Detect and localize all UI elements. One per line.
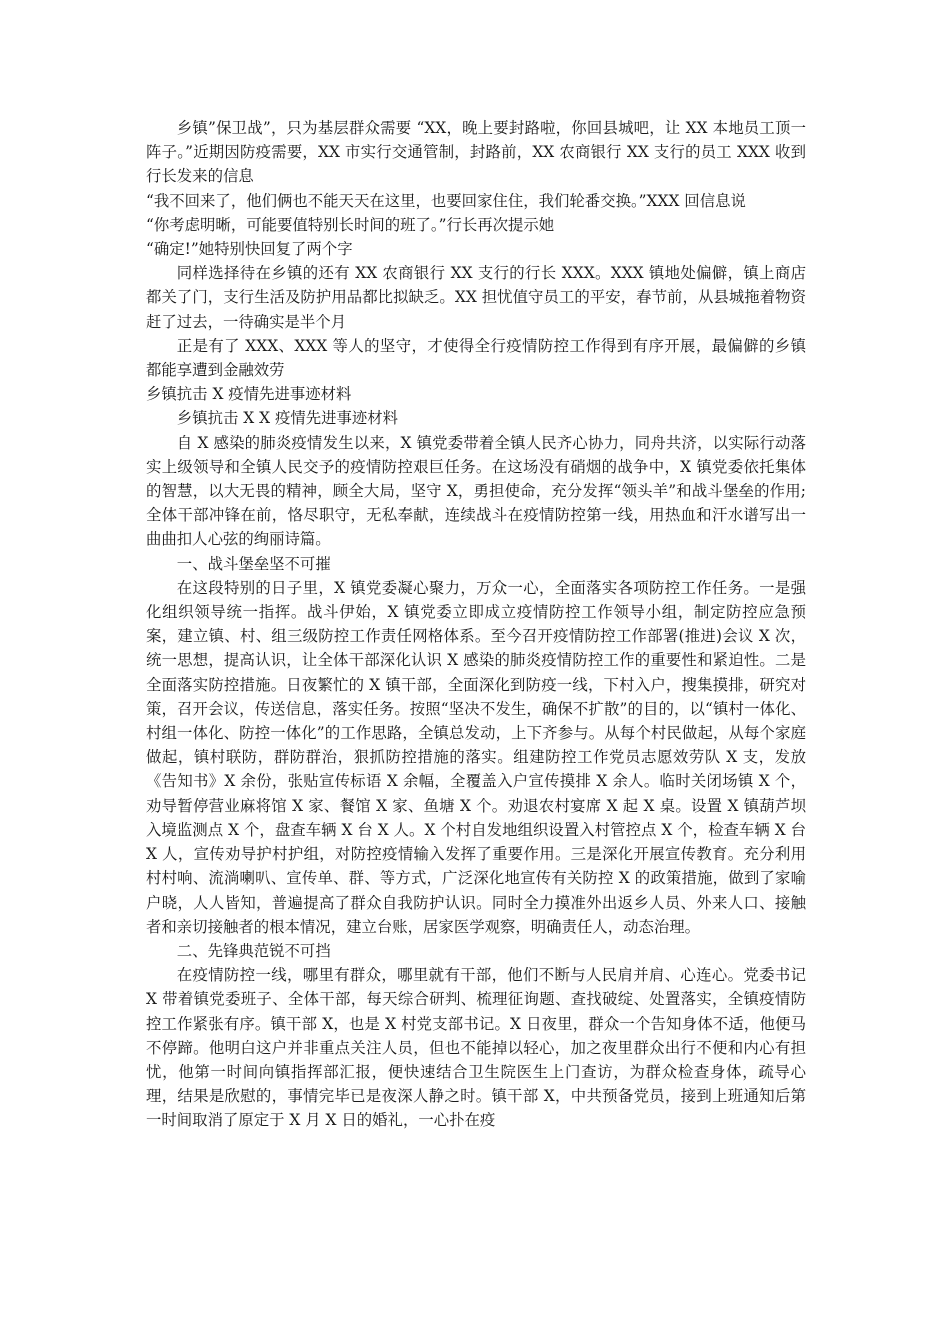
paragraph-intro: 自 X 感染的肺炎疫情发生以来，X 镇党委带着全镇人民齐心协力，同舟共济，以实际行动落实上级领导和全镇人民交予的疫情防控艰巨任务。在这场没有硝烟的战争中，X 镇党委依托集体的智慧，以大无畏的精神，顾全大局，坚守 X，勇担使命，充分发挥“领头羊”和战斗堡垒的作用;全体干部冲锋在前，恪尽职守，无私奉献，连续战斗在疫情防控第一线，用热血和汗水谱写出一曲曲扣人心弦的绚丽诗篇。	[146, 433, 806, 549]
paragraph-section-1: 在这段特别的日子里，X 镇党委凝心聚力，万众一心，全面落实各项防控工作任务。一是强化组织领导统一指挥。战斗伊始，X 镇党委立即成立疫情防控工作领导小组，制定防控应急预案，建立镇、村、组三级防控工作责任网格体系。至今召开疫情防控工作部署(推进)会议 X 次，统一思想，提高认识，让全体干部深化认识 X 感染的肺炎疫情防控工作的重要性和紧迫性。二是全面落实防控措施。日夜繁忙的 X 镇干部，全面深化到防疫一线，下村入户，搜集摸排，研究对策，召开会议，传送信息，落实任务。按照“坚决不发生，确保不扩散”的目的，以“镇村一体化、村组一体化、防控一体化”的工作思路，全镇总发动，上下齐参与。从每个村民做起，从每个家庭做起，镇村联防，群防群治，狠抓防控措施的落实。组建防控工作党员志愿效劳队 X 支，发放《告知书》X 余份，张贴宣传标语 X 余幅，全覆盖入户宣传摸排 X 余人。临时关闭场镇 X 个，劝导暂停营业麻将馆 X 家、餐馆 X 家、鱼塘 X 个。劝退农村宴席 X 起 X 桌。设置 X 镇葫芦坝入境监测点 X 个，盘查车辆 X 台 X 人。X 个村自发地组织设置入村管控点 X 个，检查车辆 X 台 X 人，宣传劝导护村护组，对防控疫情输入发挥了重要作用。三是深化开展宣传教育。充分利用村村响、流淌喇叭、宣传单、群、等方式，广泛深化地宣传有关防控 X 的政策措施，做到了家喻户晓，人人皆知，普遍提高了群众自我防护认识。同时全力摸准外出返乡人员、外来人口、接触者和亲切接触者的根本情况，建立台账，居家医学观察，明确责任人，动态治理。	[146, 578, 806, 936]
document-subtitle: 乡镇抗击 X X 疫情先进事迹材料	[176, 409, 399, 428]
paragraph-2: “我不回来了，他们俩也不能天天在这里，也要回家住住，我们轮番交换。”XXX 回信息说	[146, 191, 746, 210]
paragraph-3: “你考虑明晰，可能要值特别长时间的班了。”行长再次提示她	[146, 215, 555, 234]
paragraph-6: 正是有了 XXX、XXX 等人的坚守，才使得全行疫情防控工作得到有序开展，最偏僻的乡镇都能享遭到金融效劳	[146, 336, 806, 380]
paragraph-4: “确定!”她特别快回复了两个字	[146, 240, 353, 259]
document-title: 乡镇抗击 X 疫情先进事迹材料	[146, 385, 352, 404]
paragraph-section-2: 在疫情防控一线，哪里有群众，哪里就有干部，他们不断与人民肩并肩、心连心。党委书记 X 带着镇党委班子、全体干部，每天综合研判、梳理征询题、查找破绽、处置落实，全镇疫情防控工作紧张有序。镇干部 X，也是 X 村党支部书记。X 日夜里，群众一个告知身体不适，他便马不停蹄。他明白这户并非重点关注人员，但也不能掉以轻心，加之夜里群众出行不便和内心有担忧，他第一时间向镇指挥部汇报，便快速结合卫生院医生上门查访，为群众检查身体，疏导心理，结果是欣慰的，事情完毕已是夜深人静之时。镇干部 X，中共预备党员，接到上班通知后第一时间取消了原定于 X 月 X 日的婚礼，一心扑在疫	[146, 966, 806, 1130]
section-heading-1: 一、战斗堡垒坚不可摧	[176, 554, 331, 573]
section-heading-2: 二、先锋典范锐不可挡	[176, 941, 331, 960]
paragraph-1: 乡镇”保卫战”，只为基层群众需要 “XX，晚上要封路啦，你回县城吧，让 XX 本地员工顶一阵子。”近期因防疫需要，XX 市实行交通管制，封路前，XX 农商银行 XX 支行的员工 XXX 收到行长发来的信息	[146, 119, 806, 186]
document-page	[146, 116, 806, 1133]
paragraph-5: 同样选择待在乡镇的还有 XX 农商银行 XX 支行的行长 XXX。XXX 镇地处偏僻，镇上商店都关了门，支行生活及防护用品都比拟缺乏。XX 担忧值守员工的平安，春节前，从县城拖着物资赶了过去，一待确实是半个月	[146, 264, 807, 331]
